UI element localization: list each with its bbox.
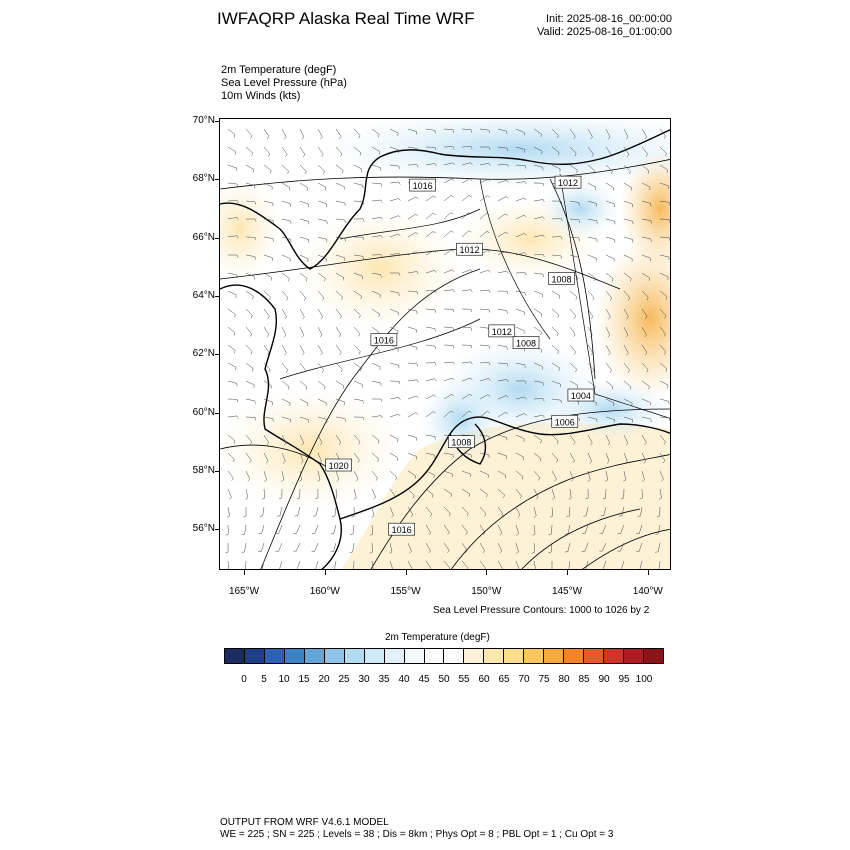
colorbar-swatch [245, 649, 265, 663]
colorbar-tick-label: 25 [338, 674, 350, 685]
valid-time: Valid: 2025-08-16_01:00:00 [537, 26, 672, 38]
colorbar-swatch [524, 649, 544, 663]
isobar-label [371, 334, 397, 346]
colorbar-tick-label: 20 [318, 674, 330, 685]
colorbar-swatch [225, 649, 245, 663]
lon-tick-label: 155°W [390, 586, 421, 597]
isobar-label [448, 436, 474, 448]
colorbar-swatch [285, 649, 305, 663]
colorbar-swatch [484, 649, 504, 663]
isobar-label [389, 523, 415, 535]
variable-label-winds: 10m Winds (kts) [221, 90, 301, 102]
colorbar-tick-label: 65 [498, 674, 510, 685]
colorbar-swatch [584, 649, 604, 663]
footer-config: WE = 225 ; SN = 225 ; Levels = 38 ; Dis = 8km ; Phys Opt = 8 ; PBL Opt = 1 ; Cu Opt = 3 [220, 829, 614, 840]
colorbar-swatch [624, 649, 644, 663]
colorbar-swatch [504, 649, 524, 663]
colorbar-swatch [425, 649, 445, 663]
temperature-colorbar [224, 648, 664, 664]
colorbar-tick-label: 45 [418, 674, 430, 685]
colorbar-swatch [305, 649, 325, 663]
lon-tick-label: 165°W [228, 586, 260, 597]
colorbar-swatch [385, 649, 405, 663]
map-panel[interactable] [219, 118, 671, 570]
lon-tick-mark [325, 570, 326, 575]
lat-tick-label: 64°N [192, 289, 215, 301]
colorbar-swatch [444, 649, 464, 663]
colorbar-tick-label: 55 [458, 674, 470, 685]
lon-tick-label: 150°W [471, 586, 502, 597]
lat-tick-mark [215, 179, 219, 180]
colorbar-tick-label: 75 [538, 674, 550, 685]
isobar-label-text: 1020 [328, 461, 349, 472]
timestamp-block [537, 13, 672, 39]
colorbar-swatch [345, 649, 365, 663]
lon-tick-label: 145°W [551, 586, 583, 597]
lat-tick-mark [215, 296, 219, 297]
colorbar-swatch [365, 649, 385, 663]
lat-tick-mark [215, 238, 219, 239]
colorbar-tick-label: 35 [378, 674, 390, 685]
colorbar-tick-label: 95 [618, 674, 630, 685]
colorbar-tick-label: 15 [298, 674, 310, 685]
variable-label-temperature: 2m Temperature (degF) [221, 64, 337, 76]
variable-label-pressure: Sea Level Pressure (hPa) [221, 77, 347, 89]
colorbar-tick-label: 90 [598, 674, 610, 685]
colorbar-swatch [564, 649, 584, 663]
isobar-label-text: 1016 [391, 525, 412, 536]
isobar-label [552, 415, 578, 427]
isobar-label-text: 1008 [551, 274, 572, 285]
isobar-label [568, 389, 594, 401]
lat-tick-label: 58°N [192, 464, 215, 476]
colorbar-swatch [325, 649, 345, 663]
isobar-label [326, 459, 352, 471]
isobar-label-text: 1012 [557, 178, 579, 189]
lon-tick-label: 160°W [309, 586, 340, 597]
isobar-label-text: 1008 [515, 338, 537, 349]
colorbar-tick-label: 5 [261, 674, 267, 685]
lat-tick-mark [215, 413, 219, 414]
lon-tick-mark [486, 570, 487, 575]
colorbar-tick-label: 80 [558, 674, 570, 685]
colorbar-swatch [544, 649, 564, 663]
colorbar-tick-label: 0 [241, 674, 247, 685]
isobar-label [549, 272, 575, 284]
lat-tick-mark [215, 354, 219, 355]
lon-tick-mark [567, 570, 568, 575]
colorbar-tick-label: 10 [278, 674, 290, 685]
isobar-label [513, 337, 539, 349]
lat-tick-mark [215, 121, 219, 122]
isobar-label-text: 1012 [491, 326, 512, 337]
isobar-label-text: 1006 [554, 417, 575, 428]
isobar-label [456, 243, 482, 255]
colorbar-swatch [604, 649, 624, 663]
isobar-label [410, 179, 436, 191]
lat-tick-label: 60°N [192, 406, 215, 418]
colorbar-swatch [464, 649, 484, 663]
init-time: Init: 2025-08-16_00:00:00 [546, 13, 672, 25]
lon-tick-mark [406, 570, 407, 575]
colorbar-tick-label: 70 [518, 674, 530, 685]
lat-tick-label: 66°N [192, 231, 215, 243]
slp-contour-note: Sea Level Pressure Contours: 1000 to 1026 by 2 [433, 605, 650, 616]
isobar-label [489, 325, 515, 337]
colorbar-tick-label: 60 [478, 674, 490, 685]
isobar-label-text: 1016 [412, 181, 433, 192]
colorbar-tick-label: 50 [438, 674, 450, 685]
lat-tick-mark [215, 471, 219, 472]
isobar-label-text: 1008 [451, 437, 472, 448]
colorbar-tick-label: 100 [635, 674, 653, 685]
colorbar-swatch [265, 649, 285, 663]
isobar-label-text: 1016 [373, 335, 394, 346]
interior-shading [300, 209, 460, 329]
lon-tick-mark [648, 570, 649, 575]
isobar-label-text: 1004 [570, 391, 591, 402]
lon-tick-label: 140°W [632, 586, 663, 597]
lon-tick-mark [244, 570, 245, 575]
lat-tick-label: 70°N [192, 114, 215, 126]
colorbar-tick-label: 85 [578, 674, 590, 685]
plot-title: IWFAQRP Alaska Real Time WRF [217, 9, 475, 28]
map-canvas [220, 119, 671, 570]
lat-tick-label: 68°N [192, 173, 215, 185]
colorbar-tick-label: 30 [358, 674, 370, 685]
isobar-label [555, 176, 581, 188]
footer-model: OUTPUT FROM WRF V4.6.1 MODEL [220, 817, 389, 828]
colorbar-swatch [405, 649, 425, 663]
colorbar-title: 2m Temperature (degF) [385, 632, 490, 643]
lat-tick-label: 56°N [192, 523, 215, 535]
colorbar-swatch [644, 649, 663, 663]
isobar-label-text: 1012 [459, 245, 480, 256]
colorbar-tick-label: 40 [398, 674, 410, 685]
lat-tick-mark [215, 529, 219, 530]
lat-tick-label: 62°N [192, 348, 215, 360]
